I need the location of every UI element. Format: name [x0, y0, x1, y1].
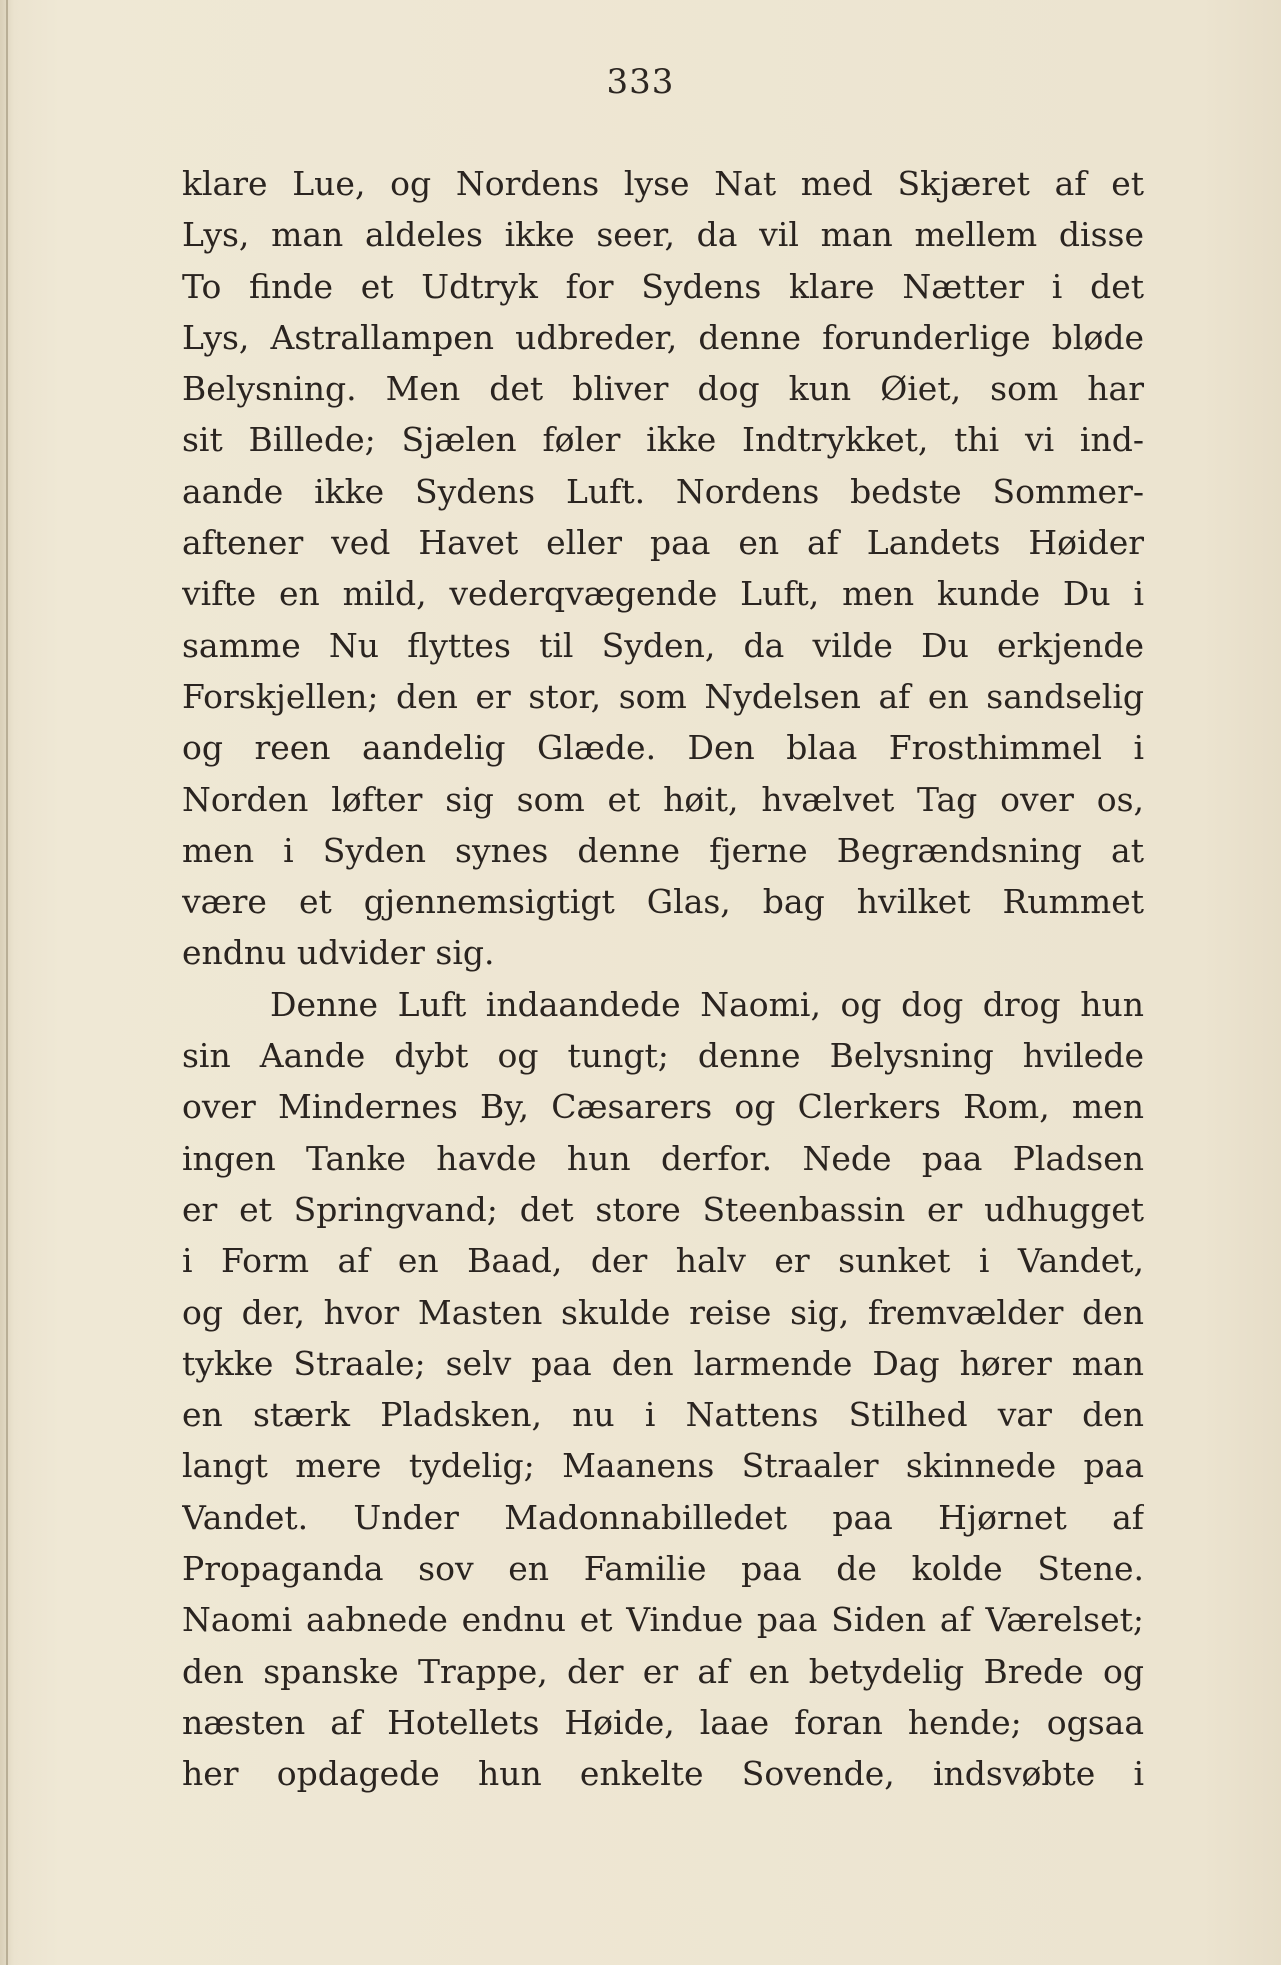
text-line: være et gjennemsigtigt Glas, bag hvilket Rummet — [182, 882, 1144, 922]
text-line: Naomi aabnede endnu et Vindue paa Siden af Værelset; — [182, 1600, 1144, 1640]
text-line: og der, hvor Masten skulde reise sig, fremvælder den — [182, 1292, 1144, 1332]
text-line: en stærk Pladsken, nu i Nattens Stilhed var den — [182, 1395, 1144, 1435]
text-line: men i Syden synes denne fjerne Begrændsning at — [182, 830, 1144, 870]
text-line: her opdagede hun enkelte Sovende, indsvøbte i — [182, 1754, 1144, 1794]
text-line: sit Billede; Sjælen føler ikke Indtrykket, thi vi ind- — [182, 420, 1144, 460]
text-line: Propaganda sov en Familie paa de kolde Stene. — [182, 1549, 1144, 1589]
text-line: Norden løfter sig som et høit, hvælvet Tag over os, — [182, 779, 1144, 819]
paragraph-end-line: endnu udvider sig. — [182, 933, 495, 973]
paragraph-start-line: Denne Luft indaandede Naomi, og dog drog hun — [270, 984, 1144, 1024]
text-line: sin Aande dybt og tungt; denne Belysning hvilede — [182, 1036, 1144, 1076]
text-line: er et Springvand; det store Steenbassin er udhugget — [182, 1189, 1144, 1229]
text-line: Belysning. Men det bliver dog kun Øiet, som har — [182, 369, 1144, 409]
text-line: over Mindernes By, Cæsarers og Clerkers Rom, men — [182, 1087, 1144, 1127]
body-text — [182, 158, 1144, 1800]
text-line: langt mere tydelig; Maanens Straaler skinnede paa — [182, 1446, 1144, 1486]
text-line: tykke Straale; selv paa den larmende Dag hører man — [182, 1343, 1144, 1383]
text-line: Lys, man aldeles ikke seer, da vil man mellem disse — [182, 215, 1144, 255]
text-line: og reen aandelig Glæde. Den blaa Frosthimmel i — [182, 728, 1144, 768]
text-line: klare Lue, og Nordens lyse Nat med Skjæret af et — [182, 164, 1144, 203]
page-binding-edge — [6, 0, 8, 1965]
text-line: ingen Tanke havde hun derfor. Nede paa Pladsen — [182, 1138, 1144, 1178]
text-line: Vandet. Under Madonnabilledet paa Hjørnet af — [182, 1497, 1144, 1537]
text-line: aande ikke Sydens Luft. Nordens bedste Sommer- — [182, 471, 1144, 511]
text-line: Lys, Astrallampen udbreder, denne forunderlige bløde — [182, 317, 1144, 357]
text-line: vifte en mild, vederqvægende Luft, men kunde Du i — [182, 574, 1144, 614]
text-line: To finde et Udtryk for Sydens klare Nætter i det — [182, 266, 1144, 306]
text-line: næsten af Hotellets Høide, laae foran hende; ogsaa — [182, 1702, 1144, 1742]
text-line: aftener ved Havet eller paa en af Landets Høider — [182, 523, 1144, 563]
text-line: den spanske Trappe, der er af en betydelig Brede og — [182, 1651, 1144, 1691]
text-line: Forskjellen; den er stor, som Nydelsen af en sandselig — [182, 676, 1144, 716]
text-line: samme Nu flyttes til Syden, da vilde Du erkjende — [182, 625, 1144, 665]
page-number: 333 — [606, 62, 675, 102]
text-line: i Form af en Baad, der halv er sunket i Vandet, — [182, 1241, 1144, 1281]
